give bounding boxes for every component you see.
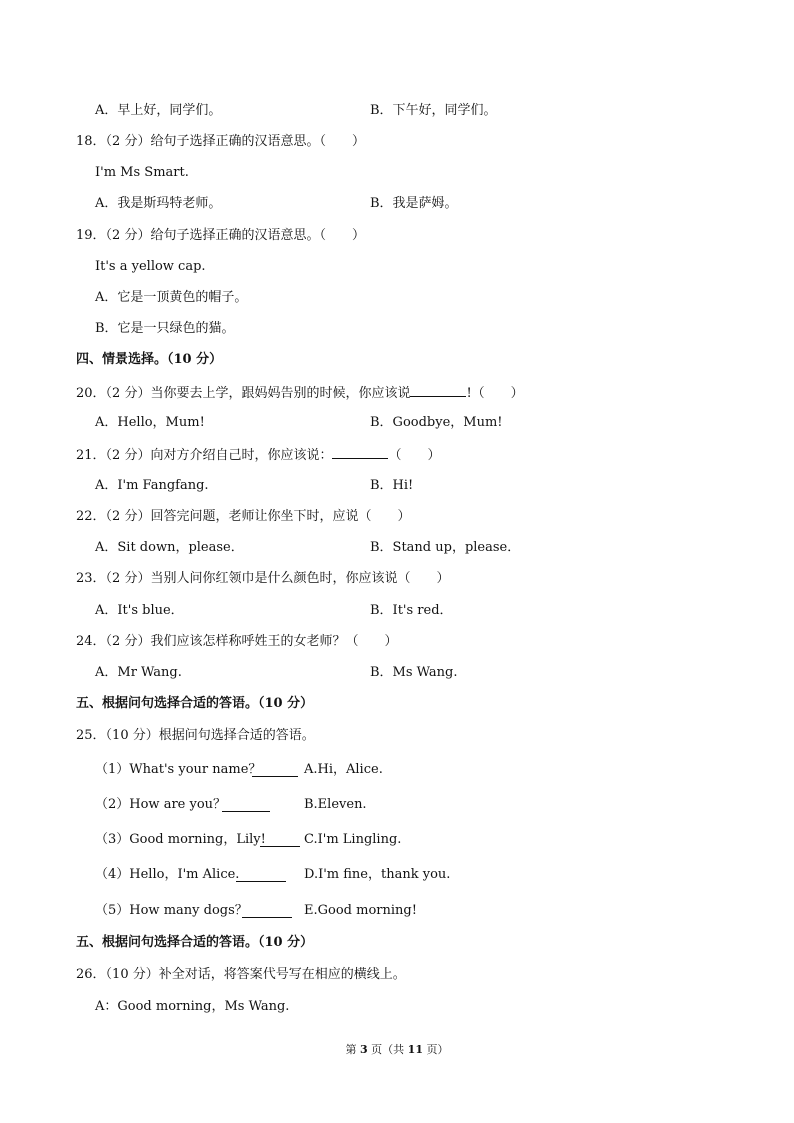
q25-answer-blank-3 [260, 833, 300, 847]
footer-suffix: 页） [422, 1043, 449, 1056]
footer-page-number: 3 [360, 1043, 368, 1056]
q25-question-3: （3）Good morning，Lily! [95, 832, 266, 847]
q23-option-b: B．It's red． [370, 603, 453, 618]
q19-option-b: B．它是一只绿色的猫。 [95, 321, 235, 336]
q21-option-b: B．Hi! [370, 478, 414, 493]
q25-answer-c: C.I'm Lingling. [304, 832, 402, 847]
q20-stem-text: 20．（2 分）当你要去上学，跟妈妈告别的时候，你应该说 [76, 386, 411, 401]
q22-stem: 22．（2 分）回答完问题，老师让你坐下时，应说（ ） [76, 509, 411, 524]
q21-stem-text: 21．（2 分）向对方介绍自己时，你应该说： [76, 448, 333, 463]
q25-question-5: （5）How many dogs？ [95, 903, 248, 918]
q20-option-a: A．Hello，Mum! [95, 415, 205, 430]
footer-prefix: 第 [345, 1043, 361, 1056]
footer-middle: 页（共 [367, 1043, 408, 1056]
q25-answer-blank-1 [252, 763, 298, 777]
q19-sentence: It's a yellow cap. [95, 259, 206, 274]
q24-option-a: A．Mr Wang. [95, 665, 182, 680]
q24-option-b: B．Ms Wang. [370, 665, 458, 680]
q25-answer-d: D.I'm fine，thank you. [304, 867, 451, 882]
q22-option-a: A．Sit down，please． [95, 540, 244, 555]
q25-stem: 25．（10 分）根据问句选择合适的答语。 [76, 728, 315, 743]
q18-option-a: A．我是斯玛特老师。 [95, 196, 222, 211]
footer-total-pages: 11 [407, 1043, 423, 1056]
q25-answer-blank-5 [242, 904, 292, 918]
q23-stem: 23．（2 分）当别人问你红领巾是什么颜色时，你应该说（ ） [76, 571, 450, 586]
page-footer [0, 1041, 794, 1059]
q26-dialogue-line-1: A：Good morning，Ms Wang. [95, 999, 290, 1014]
section-5-title: 五、根据问句选择合适的答语。（10 分） [76, 696, 314, 711]
q17-option-a: A．早上好，同学们。 [95, 103, 222, 118]
q25-answer-blank-4 [236, 868, 286, 882]
q18-option-b: B．我是萨姆。 [370, 196, 458, 211]
q21-stem-end: （ ） [388, 448, 441, 463]
q26-stem: 26．（10 分）补全对话，将答案代号写在相应的横线上。 [76, 967, 406, 982]
q18-stem: 18．（2 分）给句子选择正确的汉语意思。（ ） [76, 134, 365, 149]
q24-stem: 24．（2 分）我们应该怎样称呼姓王的女老师？（ ） [76, 634, 398, 649]
q25-question-1: （1）What's your name？ [95, 762, 262, 777]
q20-option-b: B．Goodbye，Mum! [370, 415, 503, 430]
q25-answer-b: B.Eleven. [304, 797, 367, 812]
q19-stem: 19．（2 分）给句子选择正确的汉语意思。（ ） [76, 228, 365, 243]
q25-answer-blank-2 [222, 798, 270, 812]
q25-question-2: （2）How are you？ [95, 797, 227, 812]
q18-sentence: I'm Ms Smart. [95, 165, 189, 180]
q25-answer-e: E.Good morning! [304, 903, 417, 918]
q21-answer-blank [332, 445, 388, 459]
q19-option-a: A．它是一顶黄色的帽子。 [95, 290, 248, 305]
q25-question-4: （4）Hello，I'm Alice. [95, 867, 240, 882]
q17-option-b: B．下午好，同学们。 [370, 103, 497, 118]
section-5-title-repeat: 五、根据问句选择合适的答语。（10 分） [76, 935, 314, 950]
q22-option-b: B．Stand up，please． [370, 540, 521, 555]
q20-stem-end: !（ ） [466, 386, 524, 401]
q25-answer-a: A.Hi，Alice. [304, 762, 383, 777]
q23-option-a: A．It's blue． [95, 603, 184, 618]
q21-option-a: A．I'm Fangfang. [95, 478, 209, 493]
q20-stem [76, 383, 524, 403]
section-4-title: 四、情景选择。（10 分） [76, 352, 223, 367]
q20-answer-blank [410, 383, 466, 397]
q21-stem [76, 445, 440, 465]
